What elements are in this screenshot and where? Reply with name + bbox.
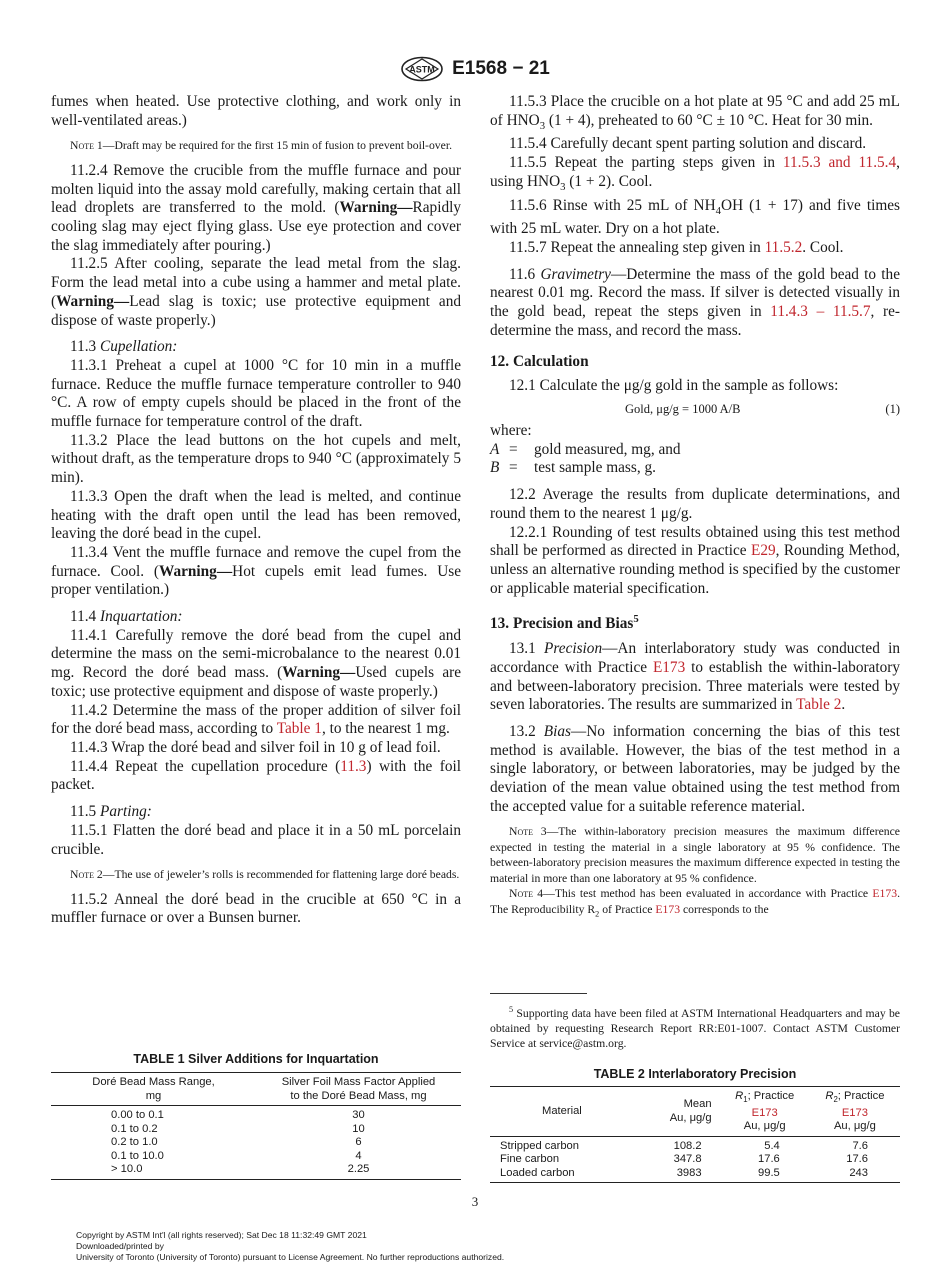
paragraph-11-4-4: 11.4.4 Repeat the cupellation procedure (11.3) with the foil packet. <box>51 757 461 794</box>
table-row: Fine carbon 347.8 17.6 17.6 <box>500 1153 868 1166</box>
paragraph-11-3-3: 11.3.3 Open the draft when the lead is melted, and continue heating with the draft open until the lead has been removed, leaving the doré bead in the cupel. <box>51 487 461 543</box>
table-1-header-factor: Silver Foil Mass Factor Applied to the Doré Bead Mass, mg <box>256 1073 461 1106</box>
table-1-header-range: Doré Bead Mass Range, mg <box>51 1073 256 1106</box>
table-row: 0.2 to 1.0 6 <box>111 1136 362 1148</box>
note-4: Note 4—This test method has been evaluated in accordance with Practice E173. The Reproducibility $R_2$ of Practice E173 corresponds to the <box>490 887 900 919</box>
note-label: Note 3 <box>509 825 547 839</box>
note-label: Note 4 <box>509 887 544 901</box>
e173-link[interactable]: E173 <box>841 1106 868 1119</box>
section-11-3-link[interactable]: 11.3 <box>340 757 367 775</box>
page-number: 3 <box>471 1194 479 1209</box>
copyright-footer <box>76 1230 504 1263</box>
note-label: Note 1 <box>70 139 103 153</box>
paragraph-11-5-7: 11.5.7 Repeat the annealing step given in 11.5.2. Cool. <box>509 239 844 257</box>
table-row: > 10.0 2.25 <box>111 1163 370 1175</box>
e173-link[interactable]: E173 <box>872 887 898 901</box>
table-1-caption: TABLE 1 Silver Additions for Inquartation <box>133 1052 379 1066</box>
document-designation: E1568 − 21 <box>452 58 550 79</box>
paragraph-11-4-3: 11.4.3 Wrap the doré bead and silver foil in 10 g of lead foil. <box>70 739 441 756</box>
paragraph-11-6: 11.6 Gravimetry—Determine the mass of the gold bead to the nearest 0.01 mg. Record the mass. If silver is detected visually in the gold bead, repeat the steps given in 11.4.3 – 11.5.7, re-determine the mass, and record the mass. <box>490 265 900 339</box>
footer-line: Copyright by ASTM Int'l (all rights reserved); Sat Dec 18 11:32:49 GMT 2021 <box>76 1230 367 1240</box>
note-3: Note 3—The within-laboratory precision measures the maximum difference expected in testing the material in a single laboratory at 95 % confidence. The between-laboratory precision measures the maximum difference expected in testing the material in more than one laboratory at 95 % confidence. <box>490 825 900 885</box>
table-2-link[interactable]: Table 2 <box>796 696 842 714</box>
heading-13-precision-bias: 13. Precision and Bias$^5$ <box>490 613 639 633</box>
astm-logo-icon <box>400 56 444 82</box>
footer-line: University of Toronto (University of Toronto) pursuant to License Agreement. No further reproductions authorized. <box>76 1252 505 1262</box>
paragraph-11-5-5: 11.5.5 Repeat the parting steps given in 11.5.3 and 11.5.4, using $HNO_3$ (1 + 2). Cool. <box>490 154 900 193</box>
paragraph-12-2-1: 12.2.1 Rounding of test results obtained using this test method shall be performed as directed in Practice E29, Rounding Method, unless an alternative rounding method is specified by the customer or applicable material specification. <box>490 523 900 597</box>
paragraph-11-3-4: 11.3.4 Vent the muffle furnace and remove the cupel from the furnace. Cool. (Warning—Hot cupels emit lead fumes. Use proper ventilation.) <box>51 543 462 599</box>
table-2-header-r1: $R_1$; Practice E173 Au, μg/g <box>720 1087 810 1137</box>
paragraph-11-2-5: 11.2.5 After cooling, separate the lead metal from the slag. Form the lead metal into a cube using a hammer and metal plate. (Warning—Lead slag is toxic; use protective equipment and dispose of waste properly.) <box>51 255 461 329</box>
paragraph-12-1: 12.1 Calculate the μg/g gold in the sample as follows: <box>509 377 839 395</box>
e173-link[interactable]: E173 <box>655 902 681 916</box>
note-label: Note 2 <box>70 868 103 882</box>
where-label: where: <box>490 421 532 439</box>
table-row: Stripped carbon 108.2 5.4 7.6 <box>500 1139 868 1152</box>
paragraph-11-4-2: 11.4.2 Determine the mass of the proper addition of silver foil for the doré bead mass, according to Table 1, to the nearest 1 mg. <box>51 701 461 738</box>
section-11-5-3-link[interactable]: 11.5.3 and 11.5.4 <box>782 154 897 172</box>
paragraph-fumes: fumes when heated. Use protective clothing, and work only in well-ventilated areas.) <box>51 93 461 129</box>
equation-1 <box>490 398 900 418</box>
e173-link[interactable]: E173 <box>652 658 686 676</box>
heading-11-3: 11.3 Cupellation: <box>70 338 178 356</box>
warning-label: Warning— <box>56 292 130 310</box>
table-2-caption: TABLE 2 Interlaboratory Precision <box>593 1067 797 1081</box>
paragraph-11-4-1: 11.4.1 Carefully remove the doré bead from the cupel and determine the mass on the semi-microbalance to the nearest 0.01 mg. Record the doré bead mass. (Warning—Used cupels are toxic; use protective equipment and dispose of waste properly.) <box>51 626 461 700</box>
section-11-4-3-link[interactable]: 11.4.3 – 11.5.7 <box>770 303 871 321</box>
paragraph-11-2-4: 11.2.4 Remove the crucible from the muffle furnace and pour molten liquid into the assay mold carefully, making certain that all lead droplets are transferred to the mold. (Warning—Rapidly cooling slag may eject flying glass. Use eye protection and cover the slag immediately after pouring.) <box>51 161 461 254</box>
table-1-link[interactable]: Table 1 <box>276 720 322 738</box>
paragraph-13-2: 13.2 Bias—No information concerning the bias of this test method is available. However, the bias of the test method in a single laboratory, or between laboratories, may be judged by the deviation of the mean value obtained using the test method from the accepted value for a suitable reference material. <box>490 722 900 815</box>
e29-link[interactable]: E29 <box>750 542 776 560</box>
footer-line: Downloaded/printed by <box>76 1241 164 1251</box>
footnote-rule <box>490 993 587 994</box>
paragraph-11-5-2: 11.5.2 Anneal the doré bead in the crucible at 650 °C in a muffler furnace or over a Bunsen burner. <box>51 890 461 927</box>
definition-a: A = gold measured, mg, and <box>490 440 681 458</box>
definition-b: B = test sample mass, g. <box>490 459 656 477</box>
right-column <box>490 93 900 922</box>
table-row: 0.1 to 0.2 10 <box>111 1122 365 1135</box>
table-row: Loaded carbon 3983 99.5 243 <box>500 1166 868 1179</box>
paragraph-12-2: 12.2 Average the results from duplicate determinations, and round them to the nearest 1 μg/g. <box>490 486 900 522</box>
table-2-header-mean: Mean Au, μg/g <box>638 1087 720 1137</box>
table-2-header-material: Material <box>490 1087 638 1137</box>
paragraph-11-5-3: 11.5.3 Place the crucible on a hot plate at 95 °C and add 25 mL of $HNO_3$ (1 + 4), preheated to 60 °C ± 10 °C. Heat for 30 min. <box>490 93 900 132</box>
table-1 <box>51 1072 461 1180</box>
equation-formula: Gold, μg/g = 1000 A/B <box>625 401 741 416</box>
table-row: 0.1 to 10.0 4 <box>111 1149 362 1162</box>
warning-label: Warning— <box>282 664 356 682</box>
section-11-5-2-link[interactable]: 11.5.2 <box>764 239 803 257</box>
table-2 <box>490 1086 900 1183</box>
heading-12-calculation: 12. Calculation <box>490 352 589 370</box>
table-2-header-r2: $R_2$; Practice E173 Au, μg/g <box>810 1087 900 1137</box>
table-row: 0.00 to 0.1 30 <box>111 1109 365 1121</box>
paragraph-11-5-1: 11.5.1 Flatten the doré bead and place it in a 50 mL porcelain crucible. <box>51 821 461 858</box>
heading-11-4: 11.4 Inquartation: <box>70 608 183 626</box>
paragraph-11-5-4: 11.5.4 Carefully decant spent parting solution and discard. <box>509 135 867 153</box>
note-2: Note 2—The use of jeweler’s rolls is recommended for flattening large doré beads. <box>70 868 460 882</box>
paragraph-11-3-1: 11.3.1 Preheat a cupel at 1000 °C for 10 min in a muffle furnace. Reduce the muffle furnace temperature controller to 940 °C. A row of empty cupels should be placed in the front of the muffle furnace for temperature control of the draft. <box>51 356 461 431</box>
heading-11-5: 11.5 Parting: <box>70 803 152 821</box>
note-1: Note 1—Draft may be required for the first 15 min of fusion to prevent boil-over. <box>70 139 452 153</box>
footnote-5: $^5$ Supporting data have been filed at ASTM International Headquarters and may be obtained by requesting Research Report RR:E01-1007. Contact ASTM Customer Service at service@astm.org. <box>490 1005 900 1050</box>
page-header <box>0 56 950 82</box>
equation-number: (1) <box>885 401 900 416</box>
warning-label: Warning— <box>339 199 413 217</box>
paragraph-11-5-6: 11.5.6 Rinse with 25 mL of $NH_4OH$ (1 + 17) and five times with 25 mL water. Dry on a hot plate. <box>490 196 901 238</box>
left-column <box>51 93 461 928</box>
warning-label: Warning— <box>159 562 233 580</box>
e173-link[interactable]: E173 <box>751 1106 778 1119</box>
paragraph-11-3-2: 11.3.2 Place the lead buttons on the hot cupels and melt, without draft, as the temperature drops to 940 °C (approximately 5 min). <box>51 431 461 487</box>
paragraph-13-1: 13.1 Precision—An interlaboratory study was conducted in accordance with Practice E173 to establish the within-laboratory and between-laboratory precision. Three materials were tested by seven laboratories. The results are summarized in Table 2. <box>490 640 900 714</box>
logo-text: ASTM <box>409 64 435 75</box>
